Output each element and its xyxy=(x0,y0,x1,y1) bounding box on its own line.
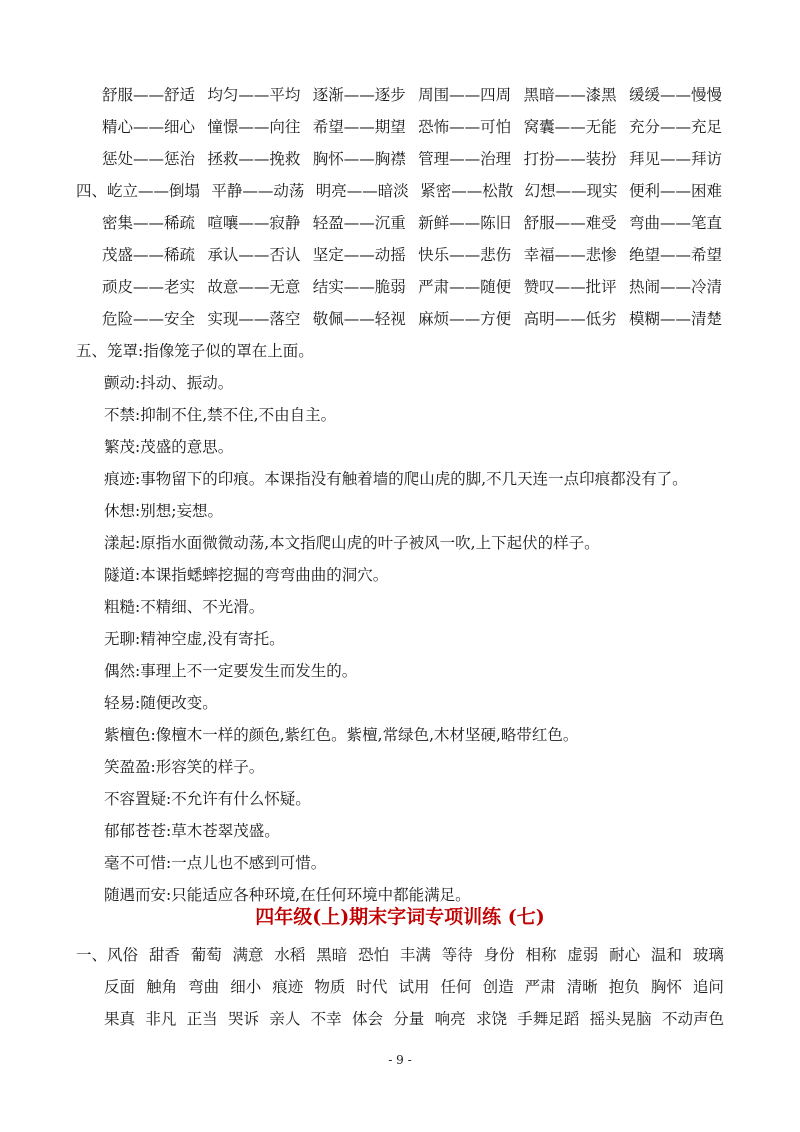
word-pair: 密集——稀疏 xyxy=(102,214,196,232)
word-item: 甜香 xyxy=(148,946,180,964)
word-list-row xyxy=(104,1008,724,1030)
word-item: 非凡 xyxy=(145,1010,177,1028)
word-item: 响亮 xyxy=(434,1010,466,1028)
word-item: 创造 xyxy=(482,978,514,996)
section-label: 一、 xyxy=(76,946,108,964)
word-pair: 均匀——平均 xyxy=(207,86,301,104)
definition-row: 痕迹:事物留下的印痕。本课指没有触着墙的爬山虎的脚,不几天连一点印痕都没有了。 xyxy=(104,470,688,488)
word-pair: 管理——治理 xyxy=(418,150,512,168)
word-item: 手舞足蹈 xyxy=(517,1010,580,1028)
word-pair: 明亮——暗淡 xyxy=(315,182,409,200)
word-item: 分量 xyxy=(393,1010,425,1028)
word-item: 满意 xyxy=(232,946,264,964)
antonym-row xyxy=(102,276,722,298)
word-item: 追问 xyxy=(692,978,724,996)
word-item: 温和 xyxy=(650,946,682,964)
word-pair: 顽皮——老实 xyxy=(102,278,196,296)
word-pair: 幸福——悲惨 xyxy=(523,246,617,264)
word-item: 清晰 xyxy=(566,978,598,996)
definition-row: 休想:别想;妄想。 xyxy=(104,502,223,520)
word-pair: 快乐——悲伤 xyxy=(418,246,512,264)
word-item: 等待 xyxy=(441,946,473,964)
word-item: 胸怀 xyxy=(650,978,682,996)
word-pair: 弯曲——笔直 xyxy=(628,214,722,232)
synonym-row xyxy=(102,84,722,106)
definition-row: 繁茂:茂盛的意思。 xyxy=(104,438,234,456)
word-item: 哭诉 xyxy=(227,1010,259,1028)
definition-row: 随遇而安:只能适应各种环境,在任何环境中都能满足。 xyxy=(104,886,471,904)
word-item: 细小 xyxy=(230,978,262,996)
word-pair: 缓缓——慢慢 xyxy=(628,86,722,104)
word-pair: 幻想——现实 xyxy=(524,182,618,200)
word-pair: 坚定——动摇 xyxy=(312,246,406,264)
antonym-row xyxy=(76,180,722,202)
word-pair: 黑暗——漆黑 xyxy=(523,86,617,104)
word-item: 恐怕 xyxy=(358,946,390,964)
word-list-row xyxy=(104,976,724,998)
word-pair: 赞叹——批评 xyxy=(523,278,617,296)
word-item: 时代 xyxy=(356,978,388,996)
word-pair: 恐怖——可怕 xyxy=(418,118,512,136)
word-item: 葡萄 xyxy=(190,946,222,964)
word-pair: 胸怀——胸襟 xyxy=(312,150,406,168)
word-pair: 茂盛——稀疏 xyxy=(102,246,196,264)
page-number: - 9 - xyxy=(388,1053,412,1067)
definition-text: 笼罩:指像笼子似的罩在上面。 xyxy=(107,342,314,360)
definition-row: 不禁:抑制不住,禁不住,不由自主。 xyxy=(104,406,337,424)
antonym-row xyxy=(102,212,722,234)
definition-row: 笑盈盈:形容笑的样子。 xyxy=(104,758,265,776)
definition-row: 粗糙:不精细、不光滑。 xyxy=(104,598,265,616)
section-title: 四年级(上)期末字词专项训练 (七) xyxy=(255,906,545,928)
definition-row: 偶然:事理上不一定要发生而发生的。 xyxy=(104,662,358,680)
word-item: 水稻 xyxy=(274,946,306,964)
word-item: 玻璃 xyxy=(692,946,724,964)
antonym-row xyxy=(102,308,722,330)
word-pair: 窝囊——无能 xyxy=(523,118,617,136)
word-pair: 轻盈——沉重 xyxy=(312,214,406,232)
word-pair: 严肃——随便 xyxy=(418,278,512,296)
word-item: 试用 xyxy=(398,978,430,996)
word-pair: 实现——落空 xyxy=(207,310,301,328)
word-item: 痕迹 xyxy=(272,978,304,996)
word-item: 亲人 xyxy=(269,1010,301,1028)
word-item: 严肃 xyxy=(524,978,556,996)
word-item: 丰满 xyxy=(399,946,431,964)
word-pair: 敬佩——轻视 xyxy=(312,310,406,328)
word-pair: 故意——无意 xyxy=(207,278,301,296)
word-pair: 希望——期望 xyxy=(312,118,406,136)
word-pair: 逐渐——逐步 xyxy=(312,86,406,104)
word-item: 任何 xyxy=(440,978,472,996)
word-item: 不动声色 xyxy=(661,1010,724,1028)
definition-row: 颤动:抖动、振动。 xyxy=(104,374,234,392)
word-pair: 结实——脆弱 xyxy=(312,278,406,296)
word-pair: 危险——安全 xyxy=(102,310,196,328)
word-pair: 绝望——希望 xyxy=(628,246,722,264)
word-item: 正当 xyxy=(186,1010,218,1028)
word-item: 虚弱 xyxy=(567,946,599,964)
word-item: 不幸 xyxy=(310,1010,342,1028)
synonym-row xyxy=(102,148,722,170)
definition-row: 漾起:原指水面微微动荡,本文指爬山虎的叶子被风一吹,上下起伏的样子。 xyxy=(104,534,600,552)
word-item: 抱负 xyxy=(608,978,640,996)
definition-row: 隧道:本课指蟋蟀挖掘的弯弯曲曲的洞穴。 xyxy=(104,566,389,584)
word-pair xyxy=(76,180,200,202)
word-item: 反面 xyxy=(104,978,136,996)
word-pair: 承认——否认 xyxy=(207,246,301,264)
definition-row: 不容置疑:不允许有什么怀疑。 xyxy=(104,790,311,808)
word-pair: 便利——困难 xyxy=(628,182,722,200)
word-pair: 舒服——舒适 xyxy=(102,86,196,104)
word-item: 相称 xyxy=(525,946,557,964)
definition-row: 轻易:随便改变。 xyxy=(104,694,218,712)
word-pair: 憧憬——向往 xyxy=(207,118,301,136)
word-item: 黑暗 xyxy=(316,946,348,964)
word-pair: 平静——动荡 xyxy=(211,182,305,200)
section-label: 五、 xyxy=(76,342,108,360)
definition-row xyxy=(76,340,314,362)
word-item: 摇头晃脑 xyxy=(589,1010,652,1028)
antonym-row xyxy=(102,244,722,266)
word-pair: 热闹——冷清 xyxy=(628,278,722,296)
word-item: 求饶 xyxy=(475,1010,507,1028)
word-list-row xyxy=(76,944,724,966)
word-pair: 打扮——装扮 xyxy=(523,150,617,168)
word-pair: 惩处——惩治 xyxy=(102,150,196,168)
word-pair: 精心——细心 xyxy=(102,118,196,136)
section-label: 四、 xyxy=(76,182,108,200)
word-item: 物质 xyxy=(314,978,346,996)
definition-row: 紫檀色:像檀木一样的颜色,紫红色。紫檀,常绿色,木材坚硬,略带红色。 xyxy=(104,726,579,744)
word-pair: 拜见——拜访 xyxy=(628,150,722,168)
word-pair: 模糊——清楚 xyxy=(628,310,722,328)
word-item xyxy=(76,944,138,966)
word-item: 耐心 xyxy=(609,946,641,964)
word-pair: 喧嚷——寂静 xyxy=(207,214,301,232)
word-pair: 充分——充足 xyxy=(628,118,722,136)
definition-row: 无聊:精神空虚,没有寄托。 xyxy=(104,630,285,648)
word-pair: 舒服——难受 xyxy=(523,214,617,232)
word-item: 弯曲 xyxy=(188,978,220,996)
word-pair: 拯救——挽救 xyxy=(207,150,301,168)
word-item: 果真 xyxy=(104,1010,136,1028)
word-item: 身份 xyxy=(483,946,515,964)
word-pair: 紧密——松散 xyxy=(420,182,514,200)
word-pair: 麻烦——方便 xyxy=(418,310,512,328)
word-text: 风俗 xyxy=(107,946,139,964)
definition-row: 郁郁苍苍:草木苍翠茂盛。 xyxy=(104,822,280,840)
word-pair: 周围——四周 xyxy=(418,86,512,104)
synonym-row xyxy=(102,116,722,138)
word-item: 触角 xyxy=(146,978,178,996)
word-pair: 高明——低劣 xyxy=(523,310,617,328)
word-item: 体会 xyxy=(351,1010,383,1028)
definition-row: 毫不可惜:一点儿也不感到可惜。 xyxy=(104,854,327,872)
word-pair: 新鲜——陈旧 xyxy=(418,214,512,232)
word-pair-text: 屹立——倒塌 xyxy=(107,182,201,200)
